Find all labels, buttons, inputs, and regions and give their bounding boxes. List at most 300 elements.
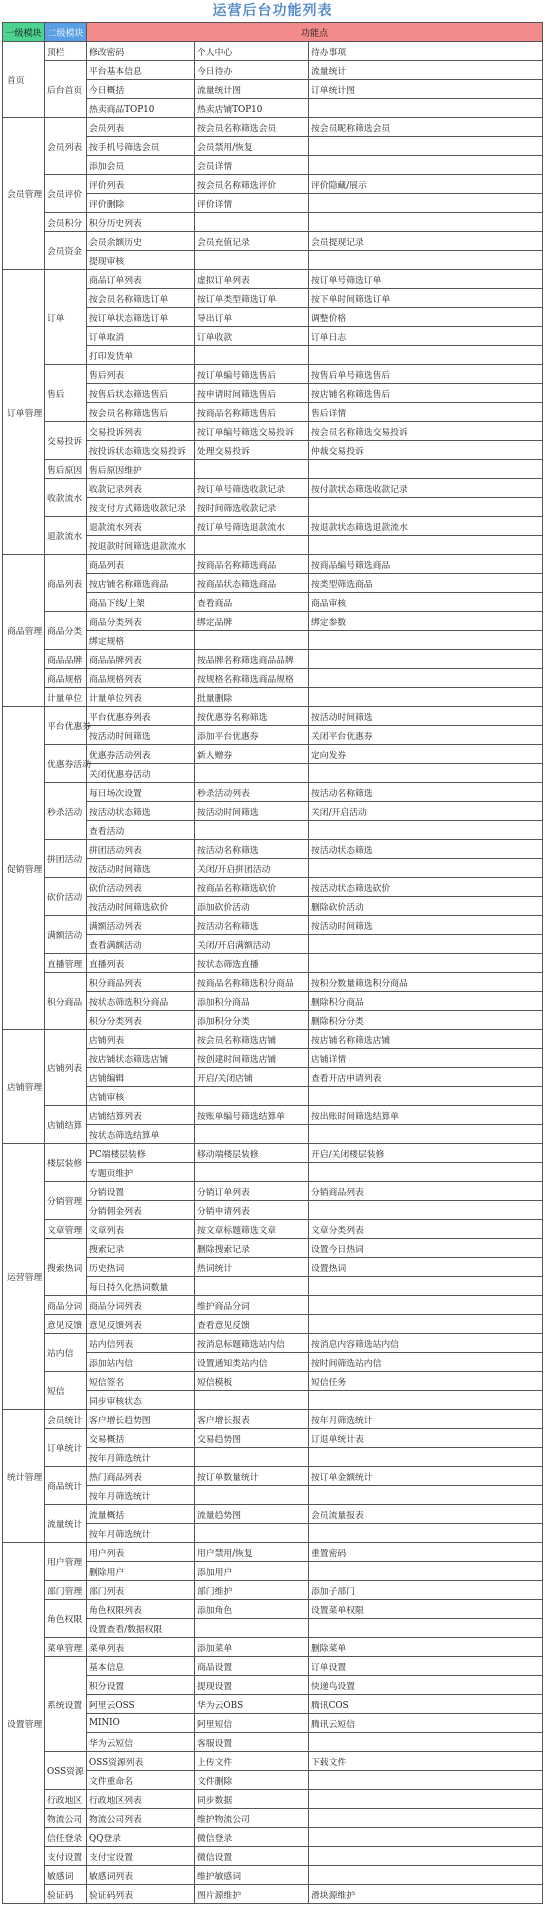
feature-cell: 会员详情 <box>195 156 309 175</box>
table-row <box>3 1866 543 1885</box>
feature-cell: 按文章标题筛选文章 <box>195 1220 309 1239</box>
feature-cell: 拼团活动列表 <box>87 840 195 859</box>
feature-cell: 用户列表 <box>87 1543 195 1562</box>
feature-cell: 积分分类列表 <box>87 1011 195 1030</box>
feature-cell: 短信签名 <box>87 1372 195 1391</box>
feature-cell <box>309 669 543 688</box>
table-row <box>3 1543 543 1562</box>
feature-cell: 积分历史列表 <box>87 213 195 232</box>
table-row <box>3 669 543 688</box>
level2-module-cell: 分销管理 <box>45 1182 87 1220</box>
level1-module-cell: 店铺管理 <box>3 1030 45 1144</box>
feature-cell: 按店铺状态筛选店铺 <box>87 1049 195 1068</box>
feature-cell: 订退单统计表 <box>309 1429 543 1448</box>
feature-cell: 添加用户 <box>195 1562 309 1581</box>
feature-cell: 商品审核 <box>309 593 543 612</box>
feature-cell: 批量删除 <box>195 688 309 707</box>
level2-module-cell: 商品列表 <box>45 555 87 612</box>
table-row <box>3 175 543 194</box>
feature-cell <box>309 1391 543 1410</box>
feature-cell: 按活动状态筛选 <box>309 840 543 859</box>
level2-module-cell: 店铺列表 <box>45 1030 87 1106</box>
feature-cell: 添加角色 <box>195 1600 309 1619</box>
feature-cell: 按年月筛选统计 <box>309 1410 543 1429</box>
feature-cell: 商品设置 <box>195 1657 309 1676</box>
feature-cell <box>309 99 543 118</box>
feature-cell: 按商品名称筛选积分商品 <box>195 973 309 992</box>
level2-module-cell: 意见反馈 <box>45 1315 87 1334</box>
feature-cell: 计量单位列表 <box>87 688 195 707</box>
table-row <box>3 1182 543 1201</box>
feature-cell: 移动端楼层装修 <box>195 1144 309 1163</box>
table-row <box>3 1505 543 1524</box>
table-row <box>3 213 543 232</box>
feature-cell: 售后详情 <box>309 403 543 422</box>
feature-cell: 维护敏感词 <box>195 1866 309 1885</box>
feature-cell: 评价隐藏/展示 <box>309 175 543 194</box>
feature-cell: 按活动时间筛选 <box>195 802 309 821</box>
feature-cell <box>309 137 543 156</box>
feature-cell: 按活动时间筛选 <box>87 726 195 745</box>
feature-cell: 快递鸟设置 <box>309 1676 543 1695</box>
table-row <box>3 878 543 897</box>
feature-cell: 添加菜单 <box>195 1638 309 1657</box>
feature-cell: 交易概括 <box>87 1429 195 1448</box>
feature-cell <box>309 954 543 973</box>
feature-cell: 设置今日热词 <box>309 1239 543 1258</box>
feature-cell: 上传文件 <box>195 1752 309 1771</box>
feature-cell: 平台优惠券列表 <box>87 707 195 726</box>
feature-cell: 阿里短信 <box>195 1714 309 1733</box>
feature-cell <box>309 1790 543 1809</box>
feature-cell: 添加平台优惠券 <box>195 726 309 745</box>
feature-cell: 按商品名称筛选商品 <box>195 555 309 574</box>
feature-cell: 按下单时间筛选订单 <box>309 289 543 308</box>
feature-cell: 设置菜单权限 <box>309 1600 543 1619</box>
table-row <box>3 1847 543 1866</box>
feature-cell: 按订单号筛选收款记录 <box>195 479 309 498</box>
level2-module-cell: 用户管理 <box>45 1543 87 1581</box>
level2-module-cell: 商品分词 <box>45 1296 87 1315</box>
feature-cell: MINIO <box>87 1714 195 1733</box>
feature-cell <box>309 1828 543 1847</box>
feature-cell: 文章列表 <box>87 1220 195 1239</box>
level2-module-cell: 后台首页 <box>45 61 87 118</box>
feature-cell <box>309 536 543 555</box>
feature-cell: 下载文件 <box>309 1752 543 1771</box>
feature-cell: 菜单列表 <box>87 1638 195 1657</box>
feature-cell: 重置密码 <box>309 1543 543 1562</box>
feature-cell <box>309 1201 543 1220</box>
table-row <box>3 650 543 669</box>
table-row <box>3 1030 543 1049</box>
level2-module-cell: 行政地区 <box>45 1790 87 1809</box>
feature-cell: 按支付方式筛选收款记录 <box>87 498 195 517</box>
feature-cell: 部门列表 <box>87 1581 195 1600</box>
feature-cell: 删除积分分类 <box>309 1011 543 1030</box>
level2-module-cell: 部门管理 <box>45 1581 87 1600</box>
level2-module-cell: 商品规格 <box>45 669 87 688</box>
feature-cell: 按规格名称筛选商品规格 <box>195 669 309 688</box>
feature-cell: 售后原因维护 <box>87 460 195 479</box>
feature-cell: 关闭优惠券活动 <box>87 764 195 783</box>
feature-cell: 客户增长报表 <box>195 1410 309 1429</box>
feature-cell: 按优惠券名称筛选 <box>195 707 309 726</box>
feature-cell: 删除积分商品 <box>309 992 543 1011</box>
feature-cell: 订单统计图 <box>309 80 543 99</box>
feature-cell: 导出订单 <box>195 308 309 327</box>
feature-cell <box>309 821 543 840</box>
feature-cell <box>309 1486 543 1505</box>
feature-cell: 分销设置 <box>87 1182 195 1201</box>
level2-module-cell: 优惠券活动 <box>45 745 87 783</box>
level2-module-cell: 敏感词 <box>45 1866 87 1885</box>
table-row <box>3 460 543 479</box>
feature-cell: 热卖商品TOP10 <box>87 99 195 118</box>
level2-module-cell: 满额活动 <box>45 916 87 954</box>
feature-cell: 按会员名称筛选订单 <box>87 289 195 308</box>
feature-cell: 按活动状态筛选 <box>87 802 195 821</box>
feature-cell: 按商品编号筛选商品 <box>309 555 543 574</box>
feature-cell <box>195 821 309 840</box>
level2-module-cell: 会员统计 <box>45 1410 87 1429</box>
feature-cell: 评价删除 <box>87 194 195 213</box>
feature-cell: 验证码列表 <box>87 1885 195 1904</box>
feature-cell: 华为云短信 <box>87 1733 195 1752</box>
feature-cell: 敏感词列表 <box>87 1866 195 1885</box>
feature-cell: 今日待办 <box>195 61 309 80</box>
table-row <box>3 1790 543 1809</box>
level2-module-cell: 菜单管理 <box>45 1638 87 1657</box>
table-row <box>3 365 543 384</box>
feature-cell: 商品品牌列表 <box>87 650 195 669</box>
feature-cell: 交易趋势图 <box>195 1429 309 1448</box>
feature-cell: 意见反馈列表 <box>87 1315 195 1334</box>
feature-cell: 店铺列表 <box>87 1030 195 1049</box>
feature-cell: 店铺详情 <box>309 1049 543 1068</box>
header-features: 功能点 <box>87 23 543 42</box>
feature-cell: 会员禁用/恢复 <box>195 137 309 156</box>
feature-cell <box>195 1524 309 1543</box>
feature-cell: 按付款状态筛选收款记录 <box>309 479 543 498</box>
feature-cell: 站内信列表 <box>87 1334 195 1353</box>
level2-module-cell: 搜索热词 <box>45 1239 87 1296</box>
feature-cell: 部门维护 <box>195 1581 309 1600</box>
feature-cell: 退款流水列表 <box>87 517 195 536</box>
feature-cell: 优惠券活动列表 <box>87 745 195 764</box>
level2-module-cell: 文章管理 <box>45 1220 87 1239</box>
feature-cell: 短信任务 <box>309 1372 543 1391</box>
feature-cell: 流量趋势图 <box>195 1505 309 1524</box>
feature-cell: 按状态筛选直播 <box>195 954 309 973</box>
feature-cell: 删除砍价活动 <box>309 897 543 916</box>
feature-cell: 查看意见反馈 <box>195 1315 309 1334</box>
feature-cell: 添加子部门 <box>309 1581 543 1600</box>
feature-cell: 行政地区列表 <box>87 1790 195 1809</box>
feature-cell <box>309 650 543 669</box>
feature-cell: 商品下线/上架 <box>87 593 195 612</box>
table-row <box>3 1467 543 1486</box>
table-row <box>3 270 543 289</box>
feature-cell <box>309 1277 543 1296</box>
feature-cell: 按售后单号筛选售后 <box>309 365 543 384</box>
feature-cell: 查看开店申请列表 <box>309 1068 543 1087</box>
feature-cell <box>309 194 543 213</box>
header-level2-module: 二级模块 <box>45 23 87 42</box>
level2-module-cell: 店铺结算 <box>45 1106 87 1144</box>
table-row <box>3 1144 543 1163</box>
feature-cell <box>309 859 543 878</box>
level2-module-cell: OSS资源 <box>45 1752 87 1790</box>
feature-cell: 按消息标题筛选站内信 <box>195 1334 309 1353</box>
feature-cell: 滑块源维护 <box>309 1885 543 1904</box>
feature-cell <box>195 1163 309 1182</box>
level2-module-cell: 订单 <box>45 270 87 365</box>
feature-cell: 删除用户 <box>87 1562 195 1581</box>
feature-cell: 按订单号筛选订单 <box>309 270 543 289</box>
feature-cell: 会员提现记录 <box>309 232 543 251</box>
feature-cell: 按店铺名称筛选商品 <box>87 574 195 593</box>
feature-cell: 设置热词 <box>309 1258 543 1277</box>
feature-cell: OSS资源列表 <box>87 1752 195 1771</box>
feature-cell: 商品分类列表 <box>87 612 195 631</box>
level2-module-cell: 商品分类 <box>45 612 87 650</box>
table-header-row <box>3 23 543 42</box>
feature-cell: 文件重命名 <box>87 1771 195 1790</box>
feature-cell: 流量统计图 <box>195 80 309 99</box>
level2-module-cell: 角色权限 <box>45 1600 87 1638</box>
feature-cell: 设置通知类站内信 <box>195 1353 309 1372</box>
feature-cell: 删除搜索记录 <box>195 1239 309 1258</box>
level2-module-cell: 会员列表 <box>45 118 87 175</box>
feature-cell: 按时间筛选收款记录 <box>195 498 309 517</box>
feature-cell: 评价列表 <box>87 175 195 194</box>
feature-cell: 积分商品列表 <box>87 973 195 992</box>
table-row <box>3 1429 543 1448</box>
feature-cell <box>309 156 543 175</box>
feature-cell: 开启/关闭店铺 <box>195 1068 309 1087</box>
table-row <box>3 422 543 441</box>
feature-cell <box>195 346 309 365</box>
feature-cell: 积分设置 <box>87 1676 195 1695</box>
feature-cell: 支付宝设置 <box>87 1847 195 1866</box>
feature-cell: 绑定参数 <box>309 612 543 631</box>
table-row <box>3 517 543 536</box>
table-row <box>3 1410 543 1429</box>
feature-cell <box>309 213 543 232</box>
feature-cell: 添加砍价活动 <box>195 897 309 916</box>
feature-cell <box>309 1163 543 1182</box>
level2-module-cell: 站内信 <box>45 1334 87 1372</box>
feature-cell: 按活动时间筛选 <box>309 916 543 935</box>
feature-cell: 会员流量报表 <box>309 1505 543 1524</box>
feature-cell: 按会员昵称筛选会员 <box>309 118 543 137</box>
table-row <box>3 1220 543 1239</box>
feature-cell: 按年月筛选统计 <box>87 1448 195 1467</box>
feature-cell: 按活动状态筛选砍价 <box>309 878 543 897</box>
level2-module-cell: 收款流水 <box>45 479 87 517</box>
table-row <box>3 783 543 802</box>
feature-cell: 同步数据 <box>195 1790 309 1809</box>
feature-cell: 秒杀活动列表 <box>195 783 309 802</box>
level2-module-cell: 顶栏 <box>45 42 87 61</box>
level1-module-cell: 促销管理 <box>3 707 45 1030</box>
feature-cell <box>195 1619 309 1638</box>
feature-cell: 同步审核状态 <box>87 1391 195 1410</box>
feature-cell: 今日概括 <box>87 80 195 99</box>
feature-cell <box>309 460 543 479</box>
feature-cell: 会员充值记录 <box>195 232 309 251</box>
feature-cell: 店铺结算列表 <box>87 1106 195 1125</box>
feature-cell: 每日场次设置 <box>87 783 195 802</box>
feature-cell: 按活动名称筛选 <box>309 783 543 802</box>
feature-cell: 按活动时间筛选砍价 <box>87 897 195 916</box>
feature-cell: 虚拟订单列表 <box>195 270 309 289</box>
level1-module-cell: 统计管理 <box>3 1410 45 1543</box>
table-row <box>3 1657 543 1676</box>
level2-module-cell: 信任登录 <box>45 1828 87 1847</box>
feature-cell: 商品列表 <box>87 555 195 574</box>
feature-cell: 商品分词列表 <box>87 1296 195 1315</box>
feature-cell <box>309 498 543 517</box>
feature-cell: 平台基本信息 <box>87 61 195 80</box>
level2-module-cell: 会员积分 <box>45 213 87 232</box>
feature-cell: 按年月筛选统计 <box>87 1486 195 1505</box>
feature-cell: 腾讯云短信 <box>309 1714 543 1733</box>
feature-cell: 提现审核 <box>87 251 195 270</box>
feature-cell: 按申请时间筛选售后 <box>195 384 309 403</box>
feature-cell: 搜索记录 <box>87 1239 195 1258</box>
feature-cell: 维护商品分词 <box>195 1296 309 1315</box>
feature-cell: 基本信息 <box>87 1657 195 1676</box>
table-row <box>3 745 543 764</box>
feature-cell: 查看满额活动 <box>87 935 195 954</box>
feature-cell: 直播列表 <box>87 954 195 973</box>
feature-cell: 按退款时间筛选退款流水 <box>87 536 195 555</box>
feature-cell: 打印发货单 <box>87 346 195 365</box>
feature-cell <box>195 1087 309 1106</box>
header-level1-module: 一级模块 <box>3 23 45 42</box>
level2-module-cell: 系统设置 <box>45 1657 87 1752</box>
level1-module-cell: 订单管理 <box>3 270 45 555</box>
feature-cell <box>195 460 309 479</box>
feature-cell: 按积分数量筛选积分商品 <box>309 973 543 992</box>
feature-cell: 按订单数量统计 <box>195 1467 309 1486</box>
feature-cell: 按投诉状态筛选交易投诉 <box>87 441 195 460</box>
feature-cell: 待办事项 <box>309 42 543 61</box>
feature-cell <box>309 1847 543 1866</box>
feature-cell: 图片源维护 <box>195 1885 309 1904</box>
level2-module-cell: 秒杀活动 <box>45 783 87 840</box>
feature-cell <box>195 536 309 555</box>
feature-cell: 每日持久化热词数量 <box>87 1277 195 1296</box>
level2-module-cell: 售后 <box>45 365 87 422</box>
table-row <box>3 1885 543 1904</box>
feature-cell: 按消息内容筛选站内信 <box>309 1334 543 1353</box>
level2-module-cell: 直播管理 <box>45 954 87 973</box>
feature-cell <box>309 1296 543 1315</box>
feature-cell: 按订单状态筛选订单 <box>87 308 195 327</box>
table-row <box>3 1372 543 1391</box>
feature-cell <box>309 1524 543 1543</box>
feature-cell: 砍价活动列表 <box>87 878 195 897</box>
feature-cell: 角色权限列表 <box>87 1600 195 1619</box>
feature-cell: 按品牌名称筛选商品品牌 <box>195 650 309 669</box>
table-row <box>3 42 543 61</box>
feature-cell: 流量统计 <box>309 61 543 80</box>
feature-cell: 按创建时间筛选店铺 <box>195 1049 309 1068</box>
feature-cell: 分销申请列表 <box>195 1201 309 1220</box>
feature-cell: 订单设置 <box>309 1657 543 1676</box>
feature-cell: 热卖店铺TOP10 <box>195 99 309 118</box>
feature-cell: 订单收款 <box>195 327 309 346</box>
feature-cell: 设置查看/数据权限 <box>87 1619 195 1638</box>
feature-cell: 按年月筛选统计 <box>87 1524 195 1543</box>
table-row <box>3 1828 543 1847</box>
feature-cell: 按商品名称筛选售后 <box>195 403 309 422</box>
level2-module-cell: 支付设置 <box>45 1847 87 1866</box>
table-row <box>3 1315 543 1334</box>
feature-cell: 按账单编号筛选结算单 <box>195 1106 309 1125</box>
feature-cell: 按订单编号筛选交易投诉 <box>195 422 309 441</box>
table-row <box>3 1600 543 1619</box>
feature-cell: 按活动时间筛选 <box>87 859 195 878</box>
feature-cell: 按活动时间筛选 <box>309 707 543 726</box>
feature-cell: 按商品名称筛选砍价 <box>195 878 309 897</box>
feature-cell: 按店铺名称筛选店铺 <box>309 1030 543 1049</box>
feature-cell: 客户增长趋势图 <box>87 1410 195 1429</box>
feature-cell: 按会员名称筛选交易投诉 <box>309 422 543 441</box>
feature-cell <box>309 1733 543 1752</box>
feature-cell: 关闭/开启满额活动 <box>195 935 309 954</box>
feature-cell: 绑定规格 <box>87 631 195 650</box>
table-row <box>3 479 543 498</box>
feature-cell <box>309 1125 543 1144</box>
level2-module-cell: 平台优惠券 <box>45 707 87 745</box>
table-row <box>3 232 543 251</box>
table-row <box>3 1638 543 1657</box>
level2-module-cell: 流量统计 <box>45 1505 87 1543</box>
feature-cell: 售后列表 <box>87 365 195 384</box>
level2-module-cell: 交易投诉 <box>45 422 87 460</box>
feature-cell: 添加积分分类 <box>195 1011 309 1030</box>
level2-module-cell: 拼团活动 <box>45 840 87 878</box>
feature-cell <box>309 1809 543 1828</box>
level2-module-cell: 售后原因 <box>45 460 87 479</box>
feature-cell: 按出账时间筛选结算单 <box>309 1106 543 1125</box>
feature-cell <box>309 1562 543 1581</box>
feature-cell: 关闭/开启活动 <box>309 802 543 821</box>
level1-module-cell: 会员管理 <box>3 118 45 270</box>
table-row <box>3 1334 543 1353</box>
feature-cell: 按售后状态筛选售后 <box>87 384 195 403</box>
feature-cell <box>309 631 543 650</box>
feature-cell: 专题页维护 <box>87 1163 195 1182</box>
table-body <box>3 42 543 1904</box>
feature-cell: 添加站内信 <box>87 1353 195 1372</box>
feature-cell: 店铺编辑 <box>87 1068 195 1087</box>
feature-cell: 提现设置 <box>195 1676 309 1695</box>
level1-module-cell: 商品管理 <box>3 555 45 707</box>
feature-cell: 交易投诉列表 <box>87 422 195 441</box>
level2-module-cell: 积分商品 <box>45 973 87 1030</box>
feature-cell <box>195 1277 309 1296</box>
level2-module-cell: 短信 <box>45 1372 87 1410</box>
feature-cell: 按退款状态筛选退款流水 <box>309 517 543 536</box>
feature-cell: 按订单号筛选退款流水 <box>195 517 309 536</box>
feature-cell: 新人赠券 <box>195 745 309 764</box>
level1-module-cell: 运营管理 <box>3 1144 45 1410</box>
